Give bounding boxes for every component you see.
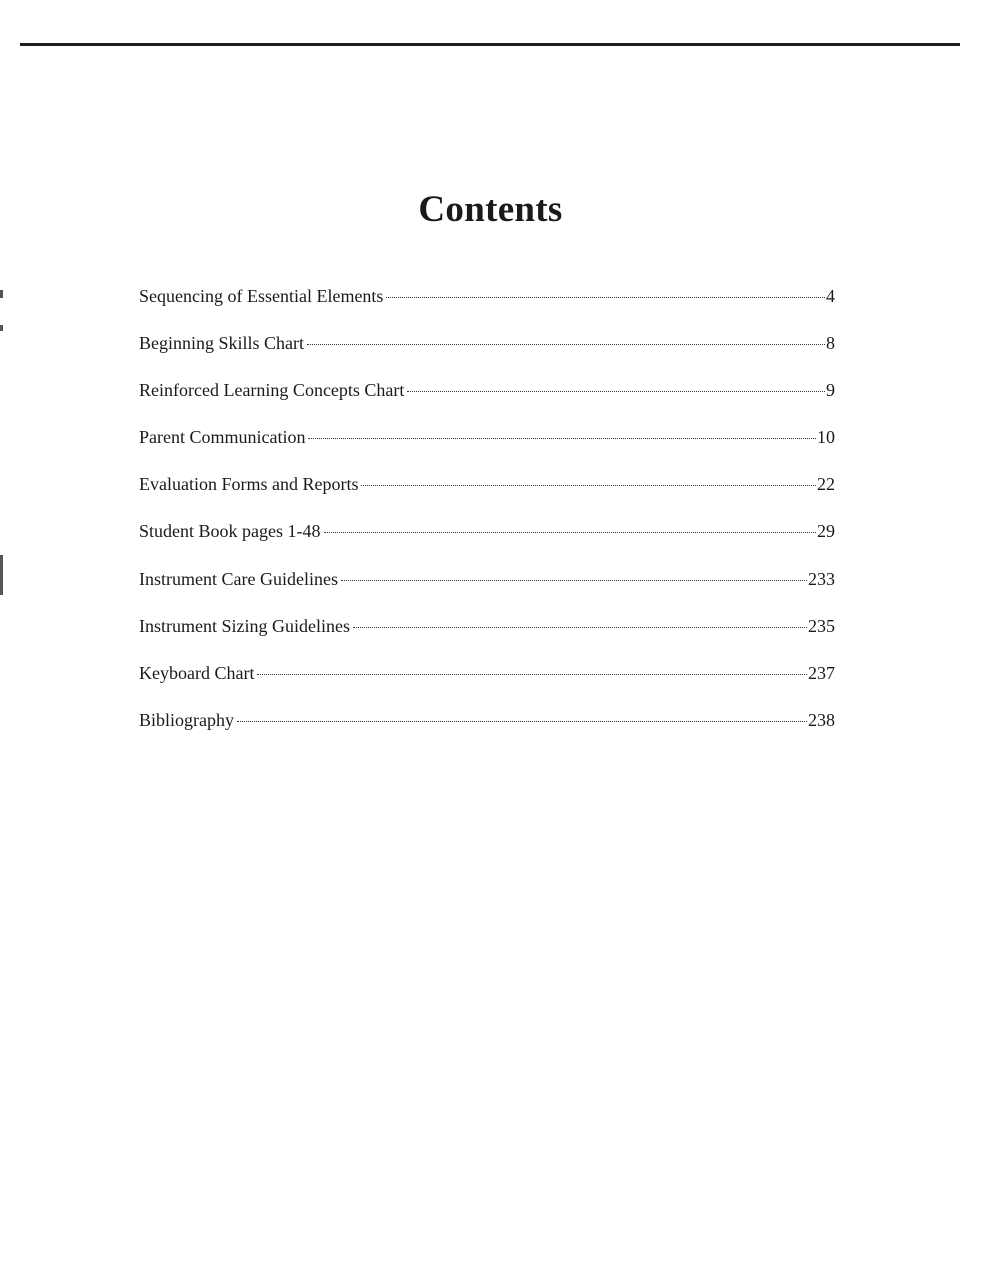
- dot-leader: [407, 390, 825, 392]
- toc-entry-page: 233: [808, 568, 835, 589]
- dot-leader: [257, 673, 807, 675]
- toc-entry-label: Instrument Sizing Guidelines: [139, 615, 350, 636]
- toc-entry[interactable]: [139, 470, 835, 517]
- toc-entry-label: Student Book pages 1-48: [139, 521, 321, 542]
- toc-entry-page: 9: [826, 380, 835, 401]
- toc-entry[interactable]: [139, 376, 835, 423]
- toc-entry-page: 238: [808, 709, 835, 730]
- scan-edge-mark: [0, 290, 3, 298]
- toc-entry-label: Reinforced Learning Concepts Chart: [139, 380, 405, 401]
- toc-entry-label: Sequencing of Essential Elements: [139, 286, 384, 306]
- toc-entry-label: Instrument Care Guidelines: [139, 568, 338, 589]
- toc-entry-page: 10: [817, 427, 835, 448]
- dot-leader: [237, 720, 807, 722]
- dot-leader: [307, 343, 825, 345]
- dot-leader: [361, 484, 816, 486]
- toc-entry-page: 8: [826, 333, 835, 354]
- toc-entry-page: 22: [817, 474, 835, 495]
- toc-entry[interactable]: [139, 517, 835, 564]
- dot-leader: [324, 531, 817, 533]
- top-rule: [20, 43, 960, 46]
- scan-edge-mark: [0, 555, 3, 595]
- toc-entry-page: 235: [808, 615, 835, 636]
- toc-entry-page: 29: [817, 521, 835, 542]
- toc-entry-label: Keyboard Chart: [139, 662, 255, 683]
- dot-leader: [341, 579, 807, 581]
- dot-leader: [308, 437, 816, 439]
- toc-entry-label: Evaluation Forms and Reports: [139, 474, 359, 495]
- table-of-contents: [139, 282, 835, 753]
- toc-entry[interactable]: [139, 423, 835, 470]
- dot-leader: [353, 626, 807, 628]
- toc-entry-page: 4: [826, 286, 835, 306]
- toc-entry-label: Bibliography: [139, 709, 234, 730]
- toc-entry[interactable]: [139, 706, 835, 753]
- dot-leader: [386, 296, 825, 298]
- toc-entry[interactable]: [139, 612, 835, 659]
- toc-entry[interactable]: [139, 659, 835, 706]
- page-title: Contents: [418, 189, 563, 230]
- toc-entry-page: 237: [808, 662, 835, 683]
- toc-entry-label: Parent Communication: [139, 427, 306, 448]
- toc-entry-label: Beginning Skills Chart: [139, 333, 305, 354]
- toc-entry[interactable]: [139, 329, 835, 376]
- scan-edge-mark: [0, 325, 3, 331]
- toc-entry[interactable]: [139, 282, 835, 329]
- toc-entry[interactable]: [139, 565, 835, 612]
